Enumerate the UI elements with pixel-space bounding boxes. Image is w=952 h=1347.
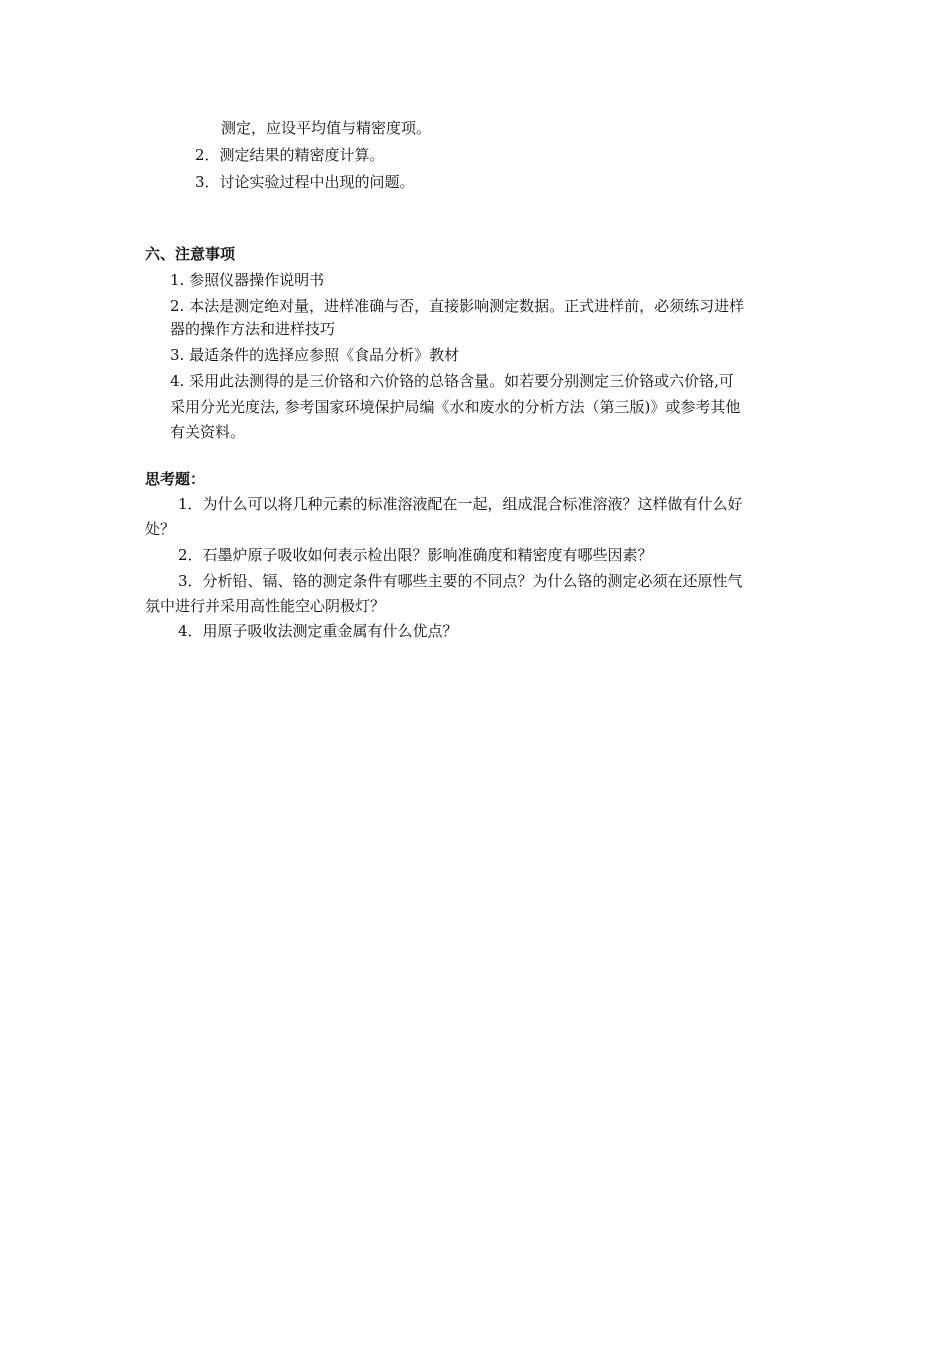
text-line: 采用分光光度法, 参考国家环境保护局编《水和废水的分析方法（第三版)》或参考其他 xyxy=(170,398,741,416)
list-item: 3. 最适条件的选择应参照《食品分析》教材 xyxy=(170,346,460,364)
text-line: 有关资料。 xyxy=(170,423,246,441)
list-item: 3．分析铅、镉、铬的测定条件有哪些主要的不同点？为什么铬的测定必须在还原性气 xyxy=(178,572,743,590)
section-heading-questions: 思考题： xyxy=(145,470,206,488)
list-item: 3．讨论实验过程中出现的问题。 xyxy=(195,173,415,191)
list-item: 4. 采用此法测得的是三价铬和六价铬的总铬含量。如若要分别测定三价铬或六价铬,可 xyxy=(170,372,734,390)
list-item: 1. 参照仪器操作说明书 xyxy=(170,271,325,289)
section-heading-notes: 六、注意事项 xyxy=(145,245,236,263)
list-item: 2．石墨炉原子吸收如何表示检出限？影响准确度和精密度有哪些因素？ xyxy=(178,546,653,564)
text-line: 器的操作方法和进样技巧 xyxy=(170,320,336,338)
list-item: 4．用原子吸收法测定重金属有什么优点？ xyxy=(178,622,458,640)
list-item: 1．为什么可以将几种元素的标准溶液配在一起，组成混合标准溶液？这样做有什么好 xyxy=(178,495,743,513)
text-line: 氛中进行并采用高性能空心阴极灯？ xyxy=(145,597,386,615)
text-line: 处？ xyxy=(145,520,176,538)
list-item: 2．测定结果的精密度计算。 xyxy=(195,146,385,164)
list-item: 2. 本法是测定绝对量，进样准确与否，直接影响测定数据。正式进样前，必须练习进样 xyxy=(170,297,745,315)
text-line: 测定，应设平均值与精密度项。 xyxy=(221,119,432,137)
